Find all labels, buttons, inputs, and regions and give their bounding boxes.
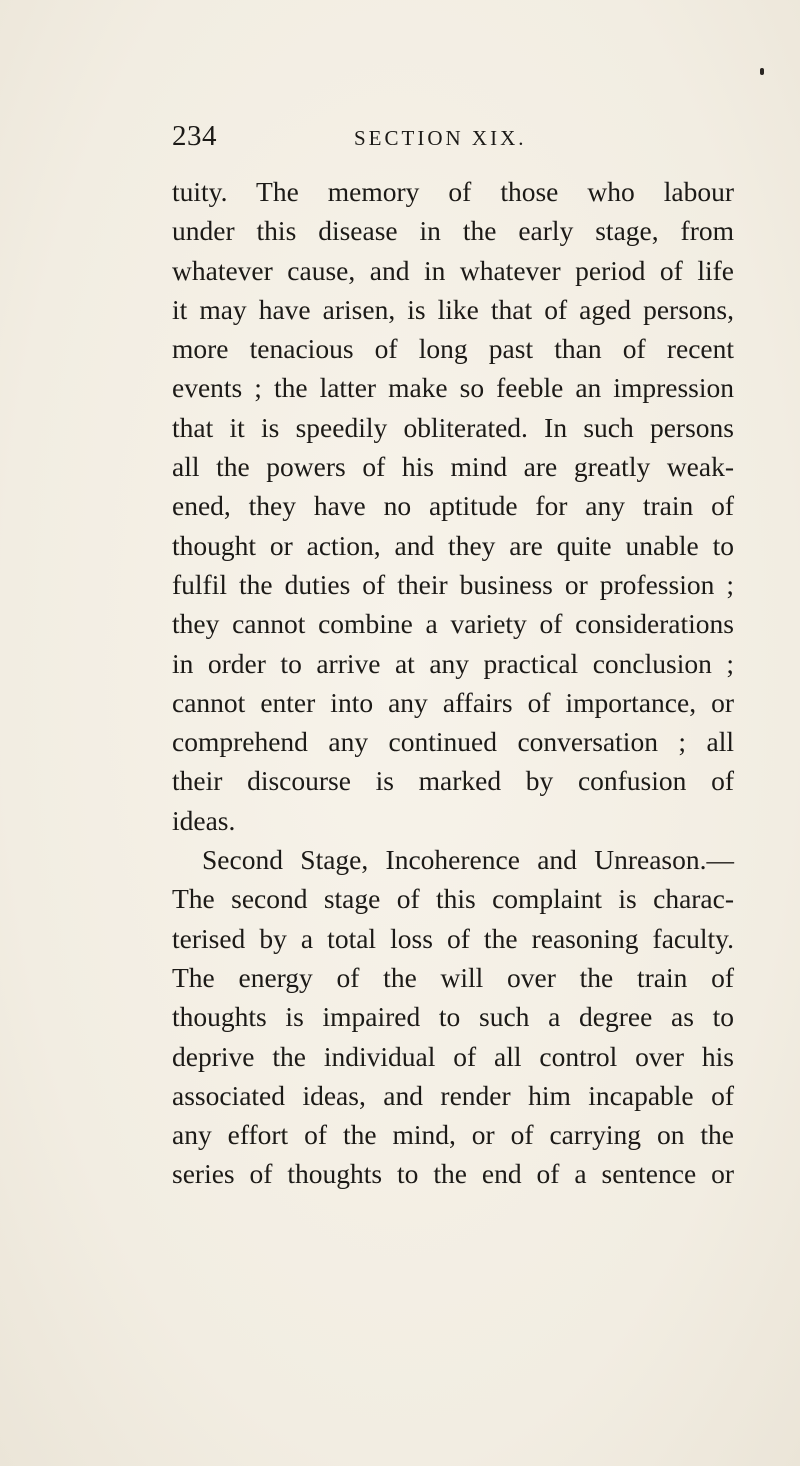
- text-line: fulfil the duties of their business or profession ;: [172, 568, 734, 600]
- text-line: it may have arisen, is like that of aged persons,: [172, 293, 734, 325]
- paragraph-end-line: ideas.: [172, 804, 236, 836]
- text-line: they cannot combine a variety of considerations: [172, 608, 734, 640]
- text-line: whatever cause, and in whatever period of life: [172, 254, 734, 286]
- text-line: ened, they have no aptitude for any train of: [172, 490, 734, 522]
- text-line: any effort of the mind, or of carrying on the: [172, 1119, 734, 1151]
- text-line: comprehend any continued conversation ; all: [172, 726, 734, 758]
- text-line: cannot enter into any affairs of importance, or: [172, 686, 734, 718]
- text-line: more tenacious of long past than of recent: [172, 333, 734, 365]
- running-head: SECTION XIX.: [354, 126, 527, 150]
- text-line: The energy of the will over the train of: [172, 961, 734, 993]
- text-line: that it is speedily obliterated. In such persons: [172, 411, 734, 443]
- text-line: thought or action, and they are quite unable to: [172, 529, 734, 561]
- page-header: [172, 120, 732, 160]
- text-line: tuity. The memory of those who labour: [172, 176, 734, 207]
- text-line: deprive the individual of all control over his: [172, 1040, 734, 1072]
- text-line: The second stage of this complaint is charac-: [172, 883, 734, 915]
- text-line: series of thoughts to the end of a sentence or: [172, 1158, 734, 1190]
- text-line: thoughts is impaired to such a degree as to: [172, 1001, 734, 1033]
- text-line: associated ideas, and render him incapable of: [172, 1079, 734, 1111]
- text-line: events ; the latter make so feeble an impression: [172, 372, 734, 404]
- text-line: in order to arrive at any practical conclusion ;: [172, 647, 734, 679]
- text-line: all the powers of his mind are greatly weak-: [172, 451, 734, 483]
- section-heading-line: Second Stage, Incoherence and Unreason.—: [202, 844, 734, 876]
- text-line: their discourse is marked by confusion of: [172, 765, 734, 797]
- ink-speck: [760, 68, 764, 75]
- text-line: under this disease in the early stage, from: [172, 215, 734, 247]
- body-text: [172, 172, 734, 1194]
- text-line: terised by a total loss of the reasoning faculty.: [172, 922, 734, 954]
- page-number: 234: [172, 120, 217, 152]
